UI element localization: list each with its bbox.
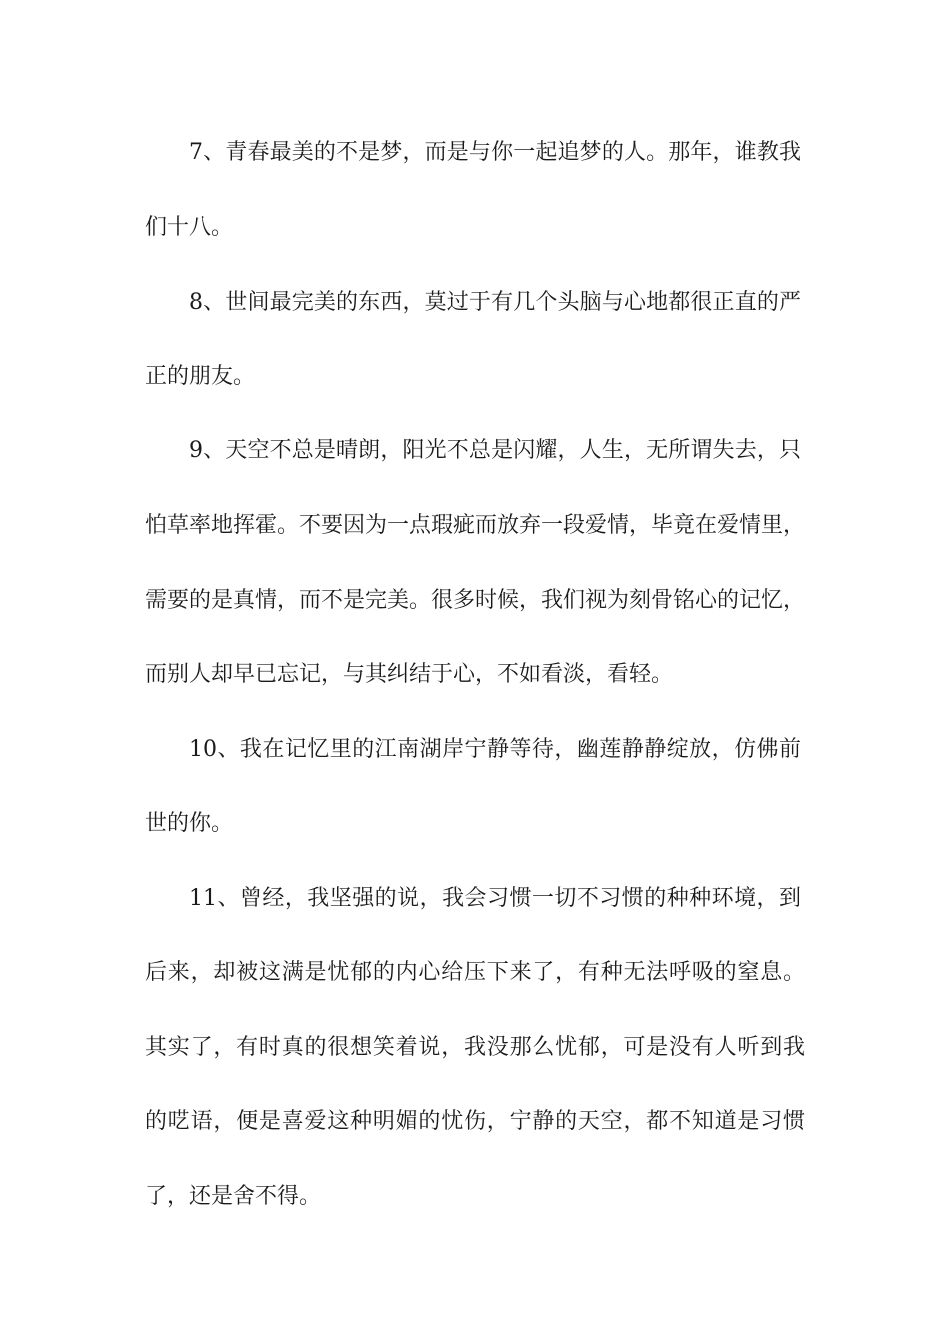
paragraph-9-line-3: 需要的是真情，而不是完美。很多时候，我们视为刻骨铭心的记忆， bbox=[145, 588, 805, 613]
paragraph-8-line-1: 8、世间最完美的东西，莫过于有几个头脑与心地都很正直的严 bbox=[189, 290, 801, 315]
paragraph-9-line-2: 怕草率地挥霍。不要因为一点瑕疵而放弃一段爱情，毕竟在爱情里， bbox=[145, 513, 805, 538]
paragraph-11-line-1: 11、曾经，我坚强的说，我会习惯一切不习惯的种种环境，到 bbox=[189, 886, 801, 911]
paragraph-9-line-1: 9、天空不总是晴朗，阳光不总是闪耀，人生，无所谓失去，只 bbox=[189, 438, 801, 463]
paragraph-7-line-2: 们十八。 bbox=[145, 215, 234, 240]
paragraph-10-line-1: 10、我在记忆里的江南湖岸宁静等待，幽莲静静绽放，仿佛前 bbox=[189, 737, 801, 762]
paragraph-7-line-1: 7、青春最美的不是梦，而是与你一起追梦的人。那年，谁教我 bbox=[189, 140, 801, 165]
paragraph-9-line-4: 而别人却早已忘记，与其纠结于心，不如看淡，看轻。 bbox=[145, 662, 674, 687]
paragraph-11-line-4: 的呓语，便是喜爱这种明媚的忧伤，宁静的天空，都不知道是习惯 bbox=[145, 1109, 805, 1134]
paragraph-11-line-3: 其实了，有时真的很想笑着说，我没那么忧郁，可是没有人听到我 bbox=[145, 1035, 805, 1060]
paragraph-11-line-2: 后来，却被这满是忧郁的内心给压下来了，有种无法呼吸的窒息。 bbox=[145, 960, 805, 985]
paragraph-8-line-2: 正的朋友。 bbox=[145, 364, 256, 389]
paragraph-11-line-5: 了，还是舍不得。 bbox=[145, 1184, 322, 1209]
paragraph-10-line-2: 世的你。 bbox=[145, 811, 234, 836]
